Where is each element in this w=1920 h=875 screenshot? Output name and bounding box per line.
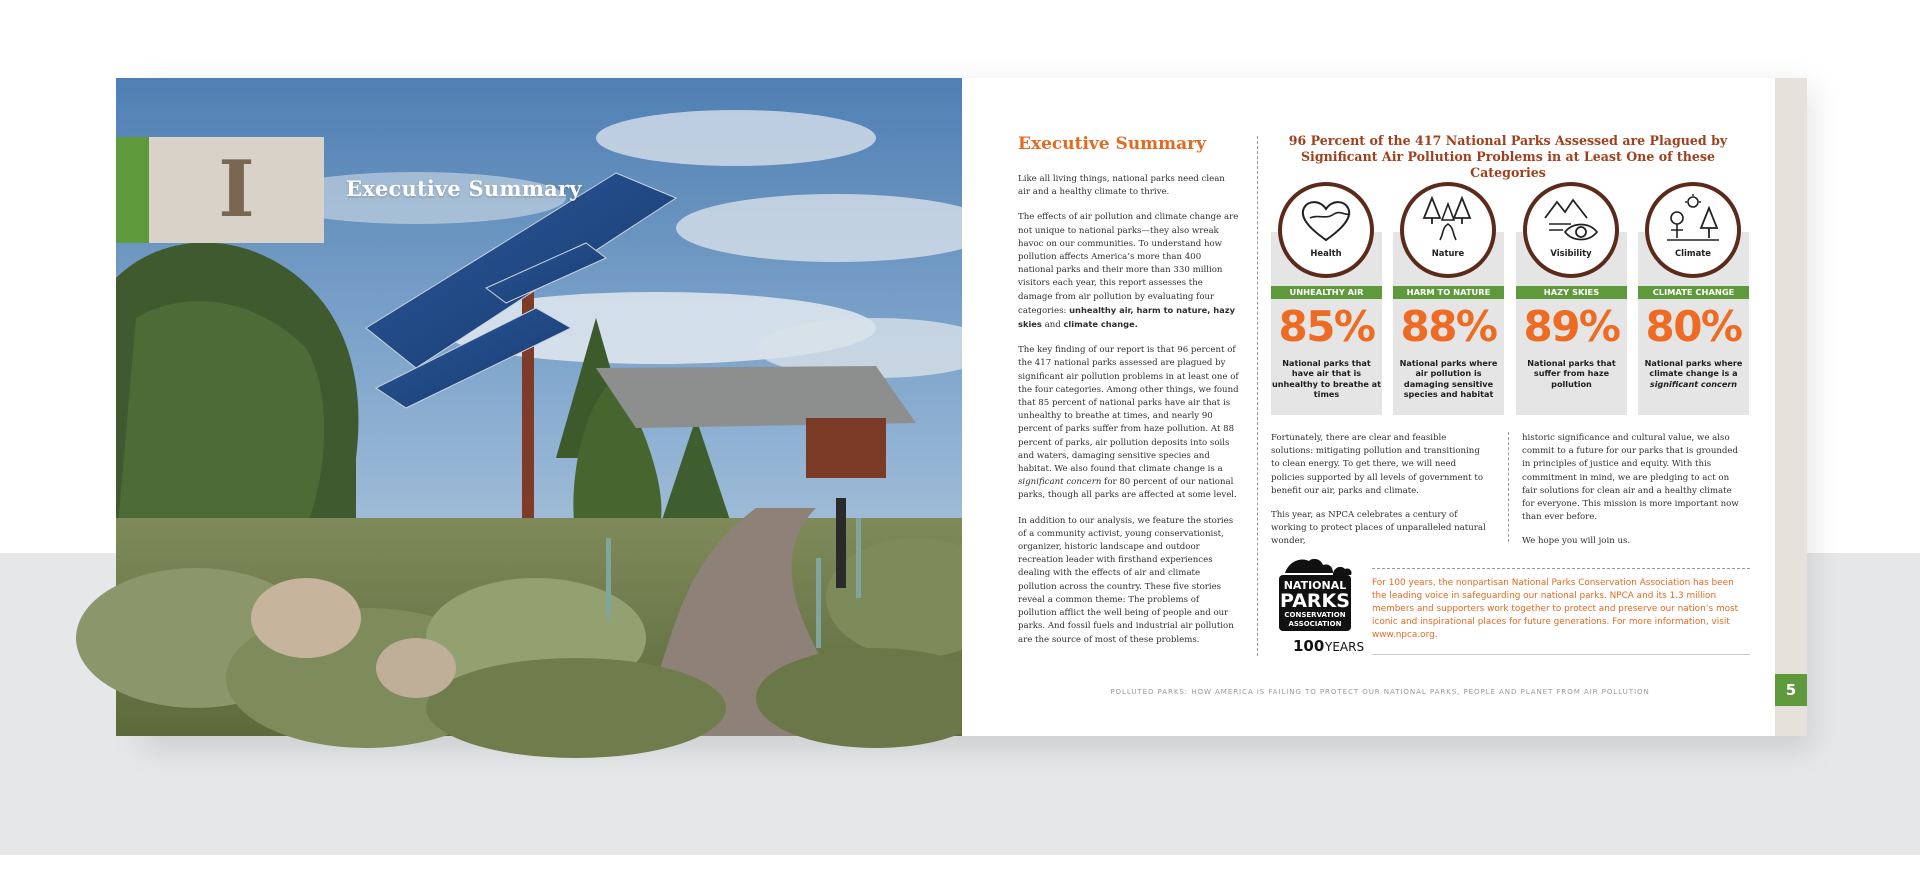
bar-harm-to-nature: HARM TO NATURE xyxy=(1393,286,1504,299)
summary-heading: Executive Summary xyxy=(1018,134,1207,154)
about-bottom-rule xyxy=(1372,654,1750,655)
logo-conservation: CONSERVATION xyxy=(1284,611,1346,619)
health-circle xyxy=(1278,182,1374,278)
percent-hazy-skies: 89% xyxy=(1523,302,1620,351)
summary-paragraph-2 xyxy=(1018,211,1239,332)
summary-paragraph-3 xyxy=(1018,344,1239,502)
about-top-rule xyxy=(1372,568,1750,569)
bar-hazy-skies: HAZY SKIES xyxy=(1516,286,1627,299)
visibility-icon xyxy=(1541,194,1601,246)
caption-climate-change xyxy=(1638,358,1749,389)
infographic-title: 96 Percent of the 417 National Parks Assessed are Plagued by Significant Air Pollution Problems in at Least One of these Categories xyxy=(1288,133,1728,180)
logo-years-word: YEARS xyxy=(1325,640,1365,654)
logo-association: ASSOCIATION xyxy=(1288,620,1342,628)
caption-text: National parks where air pollution is damaging sensitive species and habitat xyxy=(1399,358,1498,400)
health-icon xyxy=(1296,194,1356,246)
column-divider xyxy=(1257,136,1258,656)
summary-column xyxy=(1018,173,1239,659)
percent-unhealthy-air: 85% xyxy=(1278,302,1375,351)
solutions-divider xyxy=(1508,432,1509,542)
solutions-paragraph-3: historic significance and cultural value, we also commit to a future for our parks that is grounded in principles of justice and equity. With this commitment in mind, we are pledging to act on fair solutions for clean air and a healthy climate for everyone. This mission is more important now than ever before. xyxy=(1522,433,1739,523)
climate-icon xyxy=(1663,194,1723,246)
summary-intro: Like all living things, national parks need clean air and a healthy climate to thrive. xyxy=(1018,174,1225,198)
nature-circle xyxy=(1400,182,1496,278)
nature-label: Nature xyxy=(1431,248,1465,258)
caption-text: National parks that suffer from haze pollution xyxy=(1527,358,1616,389)
solutions-paragraph-1: Fortunately, there are clear and feasible solutions: mitigating pollution and transitioning to clean energy. To get there, we will need policies supported by all levels of government to benefit our air, parks and climate. xyxy=(1271,433,1483,496)
bar-climate-change: CLIMATE CHANGE xyxy=(1638,286,1749,299)
p2-text: The effects of air pollution and climate change are not unique to national parks—they also wreak havoc on our communities. To understand how pollution affects America’s more than 400 national parks and their more than 330 million visitors each year, this report assesses the damage from air pollution by evaluating four categories: xyxy=(1018,212,1239,316)
p3-end: for 80 percent of our national parks, though all parks are affected at some level. xyxy=(1018,477,1237,501)
caption-hazy-skies xyxy=(1516,358,1627,389)
logo-national: NATIONAL xyxy=(1283,579,1347,592)
summary-paragraph-4: In addition to our analysis, we feature the stories of a community activist, young conservationist, organizer, historic landscape and outdoor recreation leader with firsthand experiences dealing with the effects of air and climate pollution across the country. These five stories reveal a common theme: The problems of pollution afflict the well being of people and our parks. And fossil fuels and industrial air pollution are the source of most of these problems. xyxy=(1018,515,1234,645)
caption-text: National parks that have air that is unhealthy to breathe at times xyxy=(1272,358,1381,400)
caption-text: National parks where climate change is a xyxy=(1644,358,1743,379)
photo-title: Executive Summary xyxy=(346,176,582,201)
solutions-paragraph-2: This year, as NPCA celebrates a century of working to protect places of unparalleled natural wonder, xyxy=(1271,510,1486,547)
solutions-column-1 xyxy=(1271,432,1491,560)
p2-categories: unhealthy air, harm to nature, hazy skies xyxy=(1018,304,1236,330)
climate-label: Climate xyxy=(1675,248,1711,258)
p2-climate: climate change. xyxy=(1063,319,1138,330)
visibility-label: Visibility xyxy=(1550,248,1592,258)
chapter-number: I xyxy=(218,144,255,235)
bar-unhealthy-air: UNHEALTHY AIR xyxy=(1271,286,1382,299)
solutions-paragraph-4: We hope you will join us. xyxy=(1522,536,1631,547)
percent-climate-change: 80% xyxy=(1645,302,1742,351)
about-npca: For 100 years, the nonpartisan National Parks Conservation Association has been the leading voice in safeguarding our national parks. NPCA and its 1.3 million members and supporters work together to protect and preserve our nation’s most iconic and inspirational places for future generations. For more information, visit www.npca.org. xyxy=(1372,578,1739,640)
solutions-column-2 xyxy=(1522,432,1742,560)
p2-and: and xyxy=(1041,320,1064,331)
chapter-accent-bar xyxy=(116,137,149,243)
page-edge xyxy=(1775,78,1807,736)
logo-parks: PARKS xyxy=(1280,590,1350,612)
health-label: Health xyxy=(1310,248,1342,258)
logo-years-number: 100 xyxy=(1293,637,1325,655)
running-footer: POLLUTED PARKS: HOW AMERICA IS FAILING TO PROTECT OUR NATIONAL PARKS, PEOPLE AND PLANET FROM AIR POLLUTION xyxy=(1110,687,1650,696)
caption-unhealthy-air xyxy=(1271,358,1382,400)
nature-icon xyxy=(1418,194,1478,246)
climate-circle xyxy=(1645,182,1741,278)
npca-logo xyxy=(1275,553,1365,657)
caption-emphasis: significant concern xyxy=(1649,378,1738,389)
visibility-circle xyxy=(1523,182,1619,278)
percent-harm-to-nature: 88% xyxy=(1400,302,1497,351)
page-number: 5 xyxy=(1775,674,1807,706)
p3-text: The key finding of our report is that 96 percent of the 417 national parks assessed are plagued by significant air pollution problems in at least one of the four categories. Among other things, we found that 85 percent of national parks have air that is unhealthy to breathe at times, and nearly 90 percent of parks suffer from haze pollution. At 88 percent of parks, air pollution deposits into soils and waters, damaging sensitive species and habitat. We also found that climate change is a xyxy=(1018,345,1239,475)
caption-harm-to-nature xyxy=(1393,358,1504,400)
p3-emphasis: significant concern xyxy=(1018,477,1102,488)
